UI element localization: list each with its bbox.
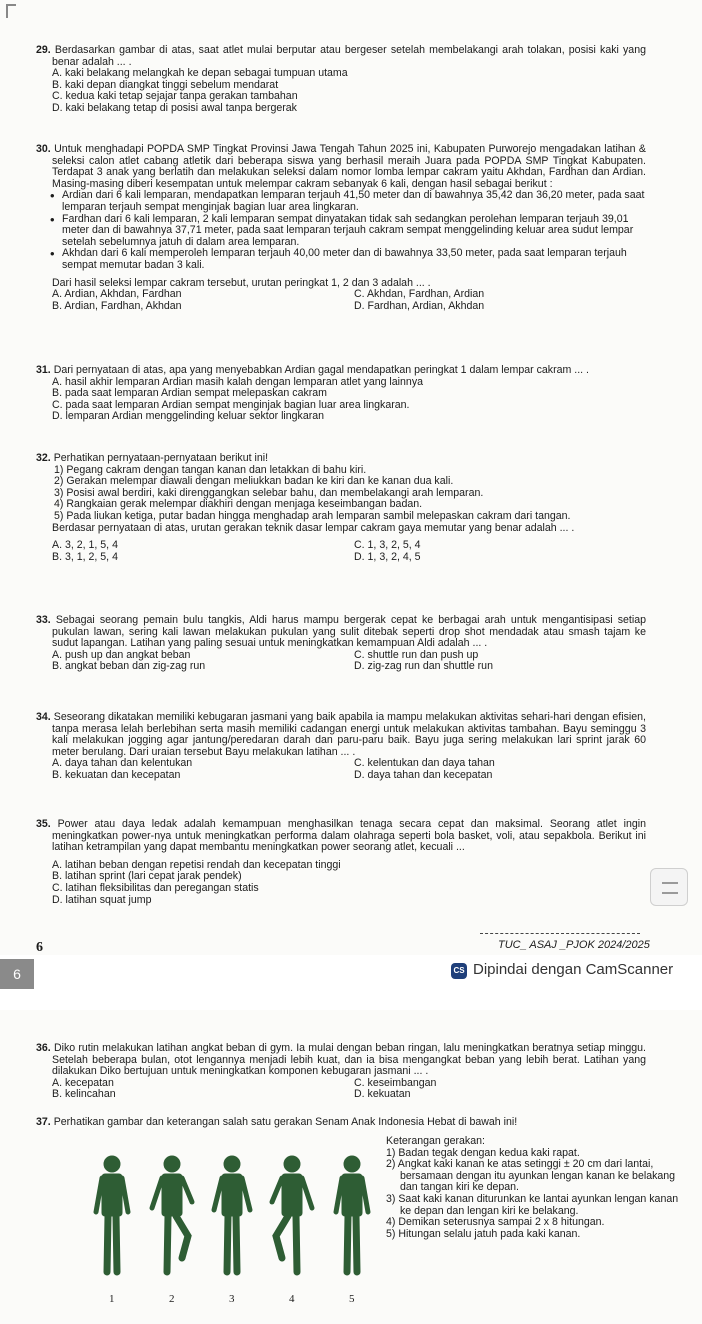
statement-list <box>36 465 646 523</box>
question-stem: Seseorang dikatakan memiliki kebugaran jasmani yang baik apabila ia mampu melakukan aktivitas sehari-hari dengan efisien, tanpa merasa lelah berlebihan serta masih memiliki cadangan energi untuk melakukan aktivitas tambahan. Bayu seminggu 3 kali melakukan jogging agar jantung/peredaran darah dan paru-paru baik. Bayu juga sering melakukan lari sprint jarak 60 meter berulang. Dari uraian tersebut Bayu melakukan latihan ... . <box>52 711 646 758</box>
option-c: C. kelentukan dan daya tahan <box>354 757 495 770</box>
figure-3 <box>214 1156 250 1272</box>
figure-4 <box>272 1156 312 1272</box>
option-c: C. 1, 3, 2, 5, 4 <box>354 539 421 552</box>
list-item: 4) Demikan seterusnya sampai 2 x 8 hitungan. <box>386 1216 605 1229</box>
question-number: 29. <box>36 44 51 56</box>
list-item: 5) Pada liukan ketiga, putar badan hingga menghadap arah lemparan sambil melepaskan cakram dari tangan. <box>54 509 571 522</box>
question-stem: Sebagai seorang pemain bulu tangkis, Aldi harus mampu bergerak cepat ke berbagai arah untuk mengantisipasi setiap pukulan lawan, sering kali lawan melakukan pukulan yang sulit ditebak seperti drop shot mendadak atau smash tajam ke sudut lapangan. Latihan yang paling sesuai untuk meningkatkan kemampuan Aldi adalah ... . <box>52 614 646 650</box>
question-35 <box>36 819 646 906</box>
option-b: B. Ardian, Fardhan, Akhdan <box>52 299 182 312</box>
question-32 <box>36 453 646 563</box>
option-c: C. keseimbangan <box>354 1076 437 1089</box>
result-list <box>36 190 646 271</box>
list-item: 4) Rangkaian gerak melempar diakhiri dengan menjaga keseimbangan badan. <box>54 498 423 511</box>
option-b: B. 3, 1, 2, 5, 4 <box>52 550 118 563</box>
option-d: D. kaki belakang tetap di posisi awal tanpa bergerak <box>52 101 297 114</box>
question-stem: Perhatikan pernyataan-pernyataan berikut ini! <box>53 452 269 464</box>
option-b: B. kelincahan <box>52 1088 116 1101</box>
option-d: D. kekuatan <box>354 1088 411 1101</box>
option-a: A. hasil akhir lemparan Ardian masih kalah dengan lemparan atlet yang lainnya <box>52 375 424 388</box>
question-number: 34. <box>36 711 51 723</box>
option-a: A. Ardian, Akhdan, Fardhan <box>52 288 182 301</box>
list-item: 2) Angkat kaki kanan ke atas setinggi ± 20 cm dari lantai, bersamaan dengan itu ayunkan lengan kanan ke belakang dan tangan kiri ke depan. <box>386 1158 676 1194</box>
option-b: B. pada saat lemparan Ardian sempat melepaskan cakram <box>52 387 327 400</box>
question-prompt: Berdasar pernyataan di atas, urutan gerakan teknik dasar lempar cakram gaya memutar yang benar adalah ... . <box>52 521 575 534</box>
camscanner-logo-icon: CS <box>451 963 467 979</box>
figure-5 <box>336 1156 368 1272</box>
options-grid <box>36 1078 646 1101</box>
list-item: • Akhdan dari 6 kali memperoleh lemparan terjauh 40,00 meter dan di bawahnya 33,50 meter, pada saat lemparan terjauh sempat memutar badan 3 kali. <box>62 248 646 271</box>
option-d: D. zig-zag run dan shuttle run <box>354 660 493 673</box>
footer-code: TUC_ ASAJ _PJOK 2024/2025 <box>498 939 650 951</box>
option-d: D. 1, 3, 2, 4, 5 <box>354 550 421 563</box>
list-item: • Fardhan dari 6 kali lemparan, 2 kali lemparan sempat dinyatakan tidak sah sedangkan perolehan lemparan terjauh 39,01 meter dan di bawahnya 37,71 meter, pada saat lemparan terjauh cakram sempat menggelinding keluar area sudut lempar setelah sebelumnya jatuh di dalam area lemparan. <box>62 214 646 249</box>
footer-divider <box>480 933 640 934</box>
list-item: • Ardian dari 6 kali lemparan, mendapatkan lemparan terjauh 41,50 meter dan di bawahnya 35,42 dan 36,20 meter, pada saat lemparan terjauh sempat menginjak bagian luar area lingkaran. <box>62 190 646 213</box>
hamburger-menu-button[interactable] <box>650 868 688 906</box>
question-stem: Perhatikan gambar dan keterangan salah satu gerakan Senam Anak Indonesia Hebat di bawah ini! <box>53 1116 518 1128</box>
question-number: 37. <box>36 1116 51 1128</box>
option-b: B. latihan sprint (lari cepat jarak pendek) <box>52 870 242 883</box>
menu-line-icon <box>662 892 678 894</box>
gymnastics-figures <box>92 1150 392 1315</box>
question-stem: Berdasarkan gambar di atas, saat atlet mulai berputar atau bergeser setelah membelakangi arah tolakan, posisi kaki yang benar adalah ... . <box>52 44 646 68</box>
option-d: D. latihan squat jump <box>52 893 152 906</box>
legend-title: Keterangan gerakan: <box>386 1135 485 1147</box>
list-item: 5) Hitungan selalu jatuh pada kaki kanan. <box>386 1227 581 1240</box>
question-29 <box>36 45 646 115</box>
question-number: 35. <box>36 818 51 830</box>
option-a: A. kaki belakang melangkah ke depan sebagai tumpuan utama <box>52 67 348 80</box>
list-item: 2) Gerakan melempar diawali dengan meliukkan badan ke kiri dan ke kanan dua kali. <box>54 475 454 488</box>
scanner-brand-text: Dipindai dengan CamScanner <box>473 961 674 978</box>
figure-label: 5 <box>349 1293 355 1305</box>
option-a: A. 3, 2, 1, 5, 4 <box>52 539 118 552</box>
figure-illustration <box>92 1150 392 1290</box>
option-b: B. angkat beban dan zig-zag run <box>52 660 206 673</box>
option-d: D. lemparan Ardian menggelinding keluar sektor lingkaran <box>52 410 325 423</box>
option-b: B. kekuatan dan kecepatan <box>52 768 181 781</box>
menu-line-icon <box>662 882 678 884</box>
options-grid <box>36 289 646 312</box>
option-c: C. shuttle run dan push up <box>354 648 479 661</box>
figure-label: 2 <box>169 1293 175 1305</box>
question-number: 30. <box>36 143 51 155</box>
question-stem: Untuk menghadapi POPDA SMP Tingkat Provinsi Jawa Tengah Tahun 2025 ini, Kabupaten Purworejo mengadakan latihan & seleksi calon atlet cabang atletik dari beberapa siswa yang berhasil meraih Juara pada POPDA SMP Tingkat Kabupaten. Terdapat 3 anak yang berlatih dan melakukan seleksi dalam nomor lomba lempar cakram yaitu Akhdan, Fardhan dan Ardian. Masing-masing diberi kesempatan untuk melempar cakram sebanyak 6 kali, dengan hasil sebagai berikut : <box>52 143 646 190</box>
list-item: 1) Badan tegak dengan kedua kaki rapat. <box>386 1146 580 1159</box>
question-number: 36. <box>36 1042 51 1054</box>
options-grid <box>36 758 646 781</box>
list-item: 1) Pegang cakram dengan tangan kanan dan letakkan di bahu kiri. <box>54 463 367 476</box>
option-a: A. latihan beban dengan repetisi rendah dan kecepatan tinggi <box>52 858 341 871</box>
page-number: 6 <box>36 940 43 955</box>
question-prompt: Dari hasil seleksi lempar cakram tersebut, urutan peringkat 1, 2 dan 3 adalah ... . <box>52 276 431 289</box>
list-item: 3) Posisi awal berdiri, kaki direnggangkan selebar bahu, dan membelakangi arah lemparan. <box>54 486 484 499</box>
options-grid <box>36 540 646 563</box>
figure-1 <box>96 1156 128 1272</box>
option-c: C. kedua kaki tetap sejajar tanpa gerakan tambahan <box>52 90 298 103</box>
figure-label: 1 <box>109 1293 115 1305</box>
option-a: A. kecepatan <box>52 1076 114 1089</box>
question-34 <box>36 712 646 782</box>
figure-label: 3 <box>229 1293 235 1305</box>
question-number: 31. <box>36 364 51 376</box>
option-a: A. daya tahan dan kelentukan <box>52 757 193 770</box>
question-number: 33. <box>36 614 51 626</box>
question-31 <box>36 365 646 423</box>
question-stem: Diko rutin melakukan latihan angkat beban di gym. Ia mulai dengan beban ringan, lalu meningkatkan beratnya setiap minggu. Setelah beberapa bulan, otot lengannya menjadi lebih kuat, dan ia bisa mengangkat beban yang lebih berat. Latihan yang dilakukan Diko bertujuan untuk meningkatkan komponen kebugaran jasmani ... . <box>52 1042 646 1078</box>
list-item: 3) Saat kaki kanan diturunkan ke lantai ayunkan lengan kanan ke depan dan lengan kiri ke belakang. <box>386 1192 679 1217</box>
option-c: C. Akhdan, Fardhan, Ardian <box>354 288 485 301</box>
question-stem: Power atau daya ledak adalah kemampuan menghasilkan tenaga secara cepat dan maksimal. Seorang atlet ingin meningkatkan power-nya untuk meningkatkan performa dalam olahraga seperti bola basket, voli, atau sepakbola. Berikut ini latihan ketrampilan yang dapat membantu meningkatkan power seorang atlet, kecuali ... <box>52 818 646 854</box>
question-36 <box>36 1043 646 1101</box>
scan-page-badge: 6 <box>0 959 34 989</box>
question-30 <box>36 144 646 312</box>
option-d: D. daya tahan dan kecepatan <box>354 768 493 781</box>
movement-legend <box>386 1136 686 1240</box>
question-37 <box>36 1117 646 1129</box>
option-b: B. kaki depan diangkat tinggi sebelum mendarat <box>52 78 279 91</box>
option-c: C. latihan fleksibilitas dan peregangan statis <box>52 881 259 894</box>
option-d: D. Fardhan, Ardian, Akhdan <box>354 299 485 312</box>
page-corner-mark <box>6 4 16 18</box>
question-stem: Dari pernyataan di atas, apa yang menyebabkan Ardian gagal mendapatkan peringkat 1 dalam lempar cakram ... . <box>53 364 589 376</box>
option-a: A. push up dan angkat beban <box>52 648 191 661</box>
options-grid <box>36 650 646 673</box>
camscanner-watermark <box>451 961 673 979</box>
question-number: 32. <box>36 452 51 464</box>
option-c: C. pada saat lemparan Ardian sempat menginjak bagian luar area lingkaran. <box>52 398 410 411</box>
question-33 <box>36 615 646 673</box>
figure-label: 4 <box>289 1293 295 1305</box>
figure-2 <box>152 1156 192 1272</box>
